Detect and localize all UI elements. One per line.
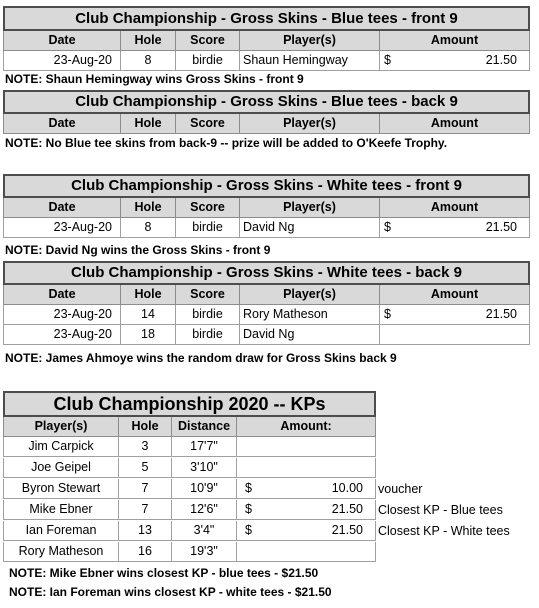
table-row bbox=[3, 51, 530, 71]
header-hole: Hole bbox=[121, 285, 176, 305]
header-amount: Amount: bbox=[237, 417, 376, 437]
date-cell: 23-Aug-20 bbox=[3, 305, 121, 325]
player-cell: Jim Carpick bbox=[3, 437, 119, 457]
date-cell: 23-Aug-20 bbox=[3, 218, 121, 238]
distance-cell: 3'4" bbox=[172, 521, 237, 541]
blue-back-title: Club Championship - Gross Skins - Blue tees - back 9 bbox=[3, 90, 530, 114]
header-distance: Distance bbox=[172, 417, 237, 437]
player-cell: Rory Matheson bbox=[240, 305, 380, 325]
amount-cell bbox=[237, 542, 376, 562]
kps-note: NOTE: Mike Ebner wins closest KP - blue tees - $21.50 bbox=[9, 566, 319, 580]
header-date: Date bbox=[3, 285, 121, 305]
amount-cell bbox=[380, 218, 530, 238]
player-cell: David Ng bbox=[240, 325, 380, 345]
amount-cell bbox=[380, 325, 530, 345]
player-cell: Mike Ebner bbox=[3, 500, 119, 520]
header-amount: Amount bbox=[380, 285, 530, 305]
kp-remark: Closest KP - White tees bbox=[378, 524, 510, 538]
distance-cell: 17'7" bbox=[172, 437, 237, 457]
amount-value: 21.50 bbox=[331, 502, 363, 516]
date-cell: 23-Aug-20 bbox=[3, 51, 121, 71]
kps-title: Club Championship 2020 -- KPs bbox=[3, 391, 376, 417]
kp-remark: voucher bbox=[378, 482, 423, 496]
header-score: Score bbox=[176, 285, 240, 305]
score-cell: birdie bbox=[176, 51, 240, 71]
amount-value: 21.50 bbox=[485, 53, 517, 67]
white-front-title: Club Championship - Gross Skins - White tees - front 9 bbox=[3, 174, 530, 198]
header-hole: Hole bbox=[121, 198, 176, 218]
player-cell: Byron Stewart bbox=[3, 479, 119, 499]
amount-cell bbox=[237, 500, 376, 520]
hole-cell: 7 bbox=[119, 500, 172, 520]
player-cell: David Ng bbox=[240, 218, 380, 238]
header-score: Score bbox=[176, 31, 240, 51]
distance-cell: 19'3" bbox=[172, 542, 237, 562]
table-row bbox=[3, 218, 530, 238]
hole-cell: 7 bbox=[119, 479, 172, 499]
header-players: Player(s) bbox=[240, 198, 380, 218]
player-cell: Rory Matheson bbox=[3, 542, 119, 562]
header-score: Score bbox=[176, 114, 240, 134]
amount-cell bbox=[380, 51, 530, 71]
amount-cell bbox=[237, 458, 376, 478]
header-date: Date bbox=[3, 114, 121, 134]
player-cell: Shaun Hemingway bbox=[240, 51, 380, 71]
header-amount: Amount bbox=[380, 114, 530, 134]
header-players: Player(s) bbox=[240, 31, 380, 51]
amount-cell bbox=[237, 479, 376, 499]
table-row bbox=[3, 437, 376, 457]
header-hole: Hole bbox=[119, 417, 172, 437]
kp-remark: Closest KP - Blue tees bbox=[378, 503, 503, 517]
header-hole: Hole bbox=[121, 31, 176, 51]
white-back-header-row bbox=[3, 285, 530, 305]
table-row bbox=[3, 458, 376, 478]
hole-cell: 18 bbox=[121, 325, 176, 345]
currency-symbol: $ bbox=[245, 502, 252, 516]
distance-cell: 12'6" bbox=[172, 500, 237, 520]
hole-cell: 8 bbox=[121, 51, 176, 71]
distance-cell: 10'9" bbox=[172, 479, 237, 499]
player-cell: Ian Foreman bbox=[3, 521, 119, 541]
header-date: Date bbox=[3, 31, 121, 51]
amount-value: 21.50 bbox=[485, 307, 517, 321]
amount-cell bbox=[380, 305, 530, 325]
table-row bbox=[3, 479, 376, 499]
blue-front-header-row bbox=[3, 31, 530, 51]
hole-cell: 13 bbox=[119, 521, 172, 541]
hole-cell: 16 bbox=[119, 542, 172, 562]
table-row bbox=[3, 305, 530, 325]
header-score: Score bbox=[176, 198, 240, 218]
blue-front-title: Club Championship - Gross Skins - Blue tees - front 9 bbox=[3, 6, 530, 31]
player-cell: Joe Geipel bbox=[3, 458, 119, 478]
white-front-note: NOTE: David Ng wins the Gross Skins - front 9 bbox=[5, 243, 271, 257]
table-row bbox=[3, 542, 376, 562]
hole-cell: 14 bbox=[121, 305, 176, 325]
kps-note: NOTE: Ian Foreman wins closest KP - white tees - $21.50 bbox=[9, 585, 332, 599]
distance-cell: 3'10" bbox=[172, 458, 237, 478]
currency-symbol: $ bbox=[384, 53, 391, 67]
date-cell: 23-Aug-20 bbox=[3, 325, 121, 345]
currency-symbol: $ bbox=[245, 481, 252, 495]
white-back-note: NOTE: James Ahmoye wins the random draw for Gross Skins back 9 bbox=[5, 351, 397, 365]
header-amount: Amount bbox=[380, 31, 530, 51]
hole-cell: 8 bbox=[121, 218, 176, 238]
score-cell: birdie bbox=[176, 325, 240, 345]
header-players: Player(s) bbox=[240, 285, 380, 305]
score-cell: birdie bbox=[176, 305, 240, 325]
blue-back-header-row bbox=[3, 114, 530, 134]
header-players: Player(s) bbox=[240, 114, 380, 134]
amount-cell bbox=[237, 521, 376, 541]
header-players: Player(s) bbox=[3, 417, 119, 437]
hole-cell: 5 bbox=[119, 458, 172, 478]
blue-front-note: NOTE: Shaun Hemingway wins Gross Skins - front 9 bbox=[5, 72, 304, 86]
blue-back-note: NOTE: No Blue tee skins from back-9 -- prize will be added to O'Keefe Trophy. bbox=[5, 136, 448, 150]
amount-value: 21.50 bbox=[331, 523, 363, 537]
table-row bbox=[3, 325, 530, 345]
amount-cell bbox=[237, 437, 376, 457]
header-date: Date bbox=[3, 198, 121, 218]
white-front-header-row bbox=[3, 198, 530, 218]
amount-value: 10.00 bbox=[331, 481, 363, 495]
table-row bbox=[3, 500, 376, 520]
currency-symbol: $ bbox=[384, 307, 391, 321]
amount-value: 21.50 bbox=[485, 220, 517, 234]
currency-symbol: $ bbox=[245, 523, 252, 537]
kps-header-row bbox=[3, 417, 376, 437]
score-cell: birdie bbox=[176, 218, 240, 238]
table-row bbox=[3, 521, 376, 541]
currency-symbol: $ bbox=[384, 220, 391, 234]
header-amount: Amount bbox=[380, 198, 530, 218]
hole-cell: 3 bbox=[119, 437, 172, 457]
white-back-title: Club Championship - Gross Skins - White tees - back 9 bbox=[3, 261, 530, 285]
header-hole: Hole bbox=[121, 114, 176, 134]
